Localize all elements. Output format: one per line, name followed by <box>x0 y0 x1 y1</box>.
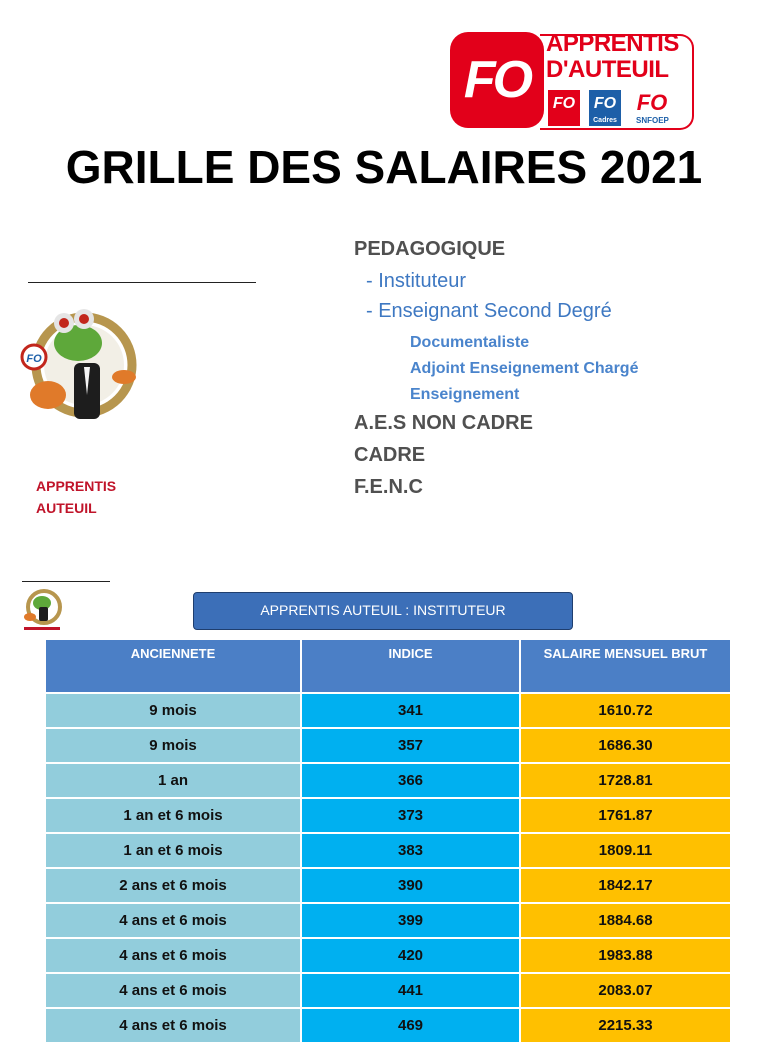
table-row <box>46 973 730 1008</box>
cell-anciennete: 9 mois <box>46 693 301 728</box>
table-row <box>46 798 730 833</box>
logo-text-dauteuil: D'AUTEUIL <box>546 56 669 83</box>
fo-cadres-logo: FO Cadres <box>589 90 621 126</box>
cell-indice: 373 <box>301 798 520 833</box>
subcategory-instituteur: - Instituteur <box>366 270 467 292</box>
fo-snfoep-logo: FO SNFOEP <box>636 90 669 125</box>
table-row <box>46 938 730 973</box>
column-header-salaire: SALAIRE MENSUEL BRUT <box>520 640 730 693</box>
category-cadre: CADRE <box>354 444 426 466</box>
cell-salaire: 1884.68 <box>520 903 730 938</box>
cell-anciennete: 2 ans et 6 mois <box>46 868 301 903</box>
category-aes: A.E.S NON CADRE <box>354 412 533 434</box>
table-row <box>46 1008 730 1042</box>
table-row <box>46 868 730 903</box>
frog-mascot-small-icon <box>18 585 66 635</box>
cell-anciennete: 9 mois <box>46 728 301 763</box>
cell-salaire: 1983.88 <box>520 938 730 973</box>
salary-table <box>46 640 730 1042</box>
table-row <box>46 763 730 798</box>
cell-anciennete: 1 an et 6 mois <box>46 833 301 868</box>
cell-anciennete: 4 ans et 6 mois <box>46 903 301 938</box>
cell-salaire: 1809.11 <box>520 833 730 868</box>
fo-apprentis-logo <box>450 30 695 130</box>
table-row <box>46 728 730 763</box>
cell-indice: 469 <box>301 1008 520 1042</box>
subitem-adjoint: Adjoint Enseignement Chargé <box>410 360 639 377</box>
subcategory-enseignant: - Enseignant Second Degré <box>366 300 612 322</box>
cell-salaire: 1728.81 <box>520 763 730 798</box>
fo-mini-logo: FO <box>548 90 580 126</box>
cell-anciennete: 4 ans et 6 mois <box>46 973 301 1008</box>
cell-indice: 399 <box>301 903 520 938</box>
cell-indice: 420 <box>301 938 520 973</box>
fo-logo-mark: FO <box>450 32 544 128</box>
table-row <box>46 693 730 728</box>
category-fenc: F.E.N.C <box>354 476 423 498</box>
cell-anciennete: 4 ans et 6 mois <box>46 1008 301 1042</box>
cell-salaire: 2083.07 <box>520 973 730 1008</box>
subitem-documentaliste: Documentaliste <box>410 334 530 351</box>
divider-line-small <box>22 581 110 582</box>
logo-text-apprentis: APPRENTIS <box>546 30 679 57</box>
page-title: GRILLE DES SALAIRES 2021 <box>65 141 703 193</box>
cell-indice: 366 <box>301 763 520 798</box>
cell-indice: 390 <box>301 868 520 903</box>
category-pedagogique: PEDAGOGIQUE <box>354 238 506 260</box>
column-header-anciennete: ANCIENNETE <box>46 640 301 693</box>
column-header-indice: INDICE <box>301 640 520 693</box>
cell-salaire: 2215.33 <box>520 1008 730 1042</box>
mascot-label-apprentis: APPRENTIS <box>36 478 117 494</box>
cell-salaire: 1686.30 <box>520 728 730 763</box>
table-row <box>46 833 730 868</box>
table-header-row <box>46 640 730 693</box>
cell-salaire: 1610.72 <box>520 693 730 728</box>
cell-indice: 441 <box>301 973 520 1008</box>
svg-text:FO: FO <box>26 353 42 365</box>
mascot-label-auteuil: AUTEUIL <box>36 500 97 516</box>
cell-indice: 341 <box>301 693 520 728</box>
table-row <box>46 903 730 938</box>
cell-indice: 357 <box>301 728 520 763</box>
cell-anciennete: 1 an et 6 mois <box>46 798 301 833</box>
cell-salaire: 1842.17 <box>520 868 730 903</box>
table-banner: APPRENTIS AUTEUIL : INSTITUTEUR <box>193 592 573 630</box>
cell-salaire: 1761.87 <box>520 798 730 833</box>
divider-line <box>28 282 256 283</box>
subitem-enseignement: Enseignement <box>410 386 520 403</box>
cell-anciennete: 4 ans et 6 mois <box>46 938 301 973</box>
cell-anciennete: 1 an <box>46 763 301 798</box>
cell-indice: 383 <box>301 833 520 868</box>
frog-mascot-icon <box>20 285 140 465</box>
